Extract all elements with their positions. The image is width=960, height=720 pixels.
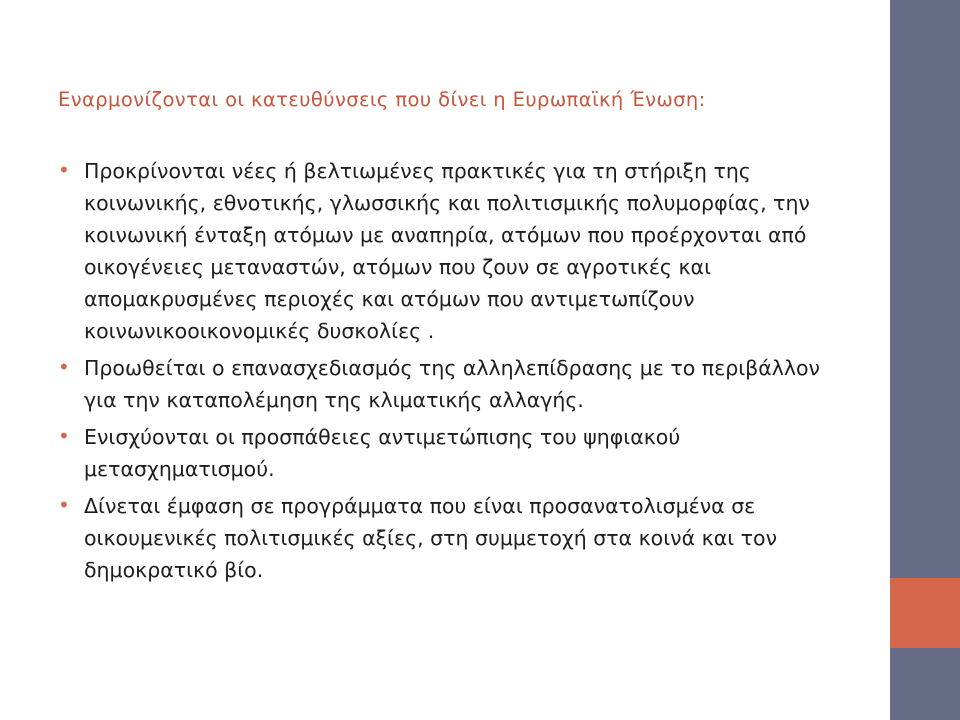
- bullet-dot-icon: •: [58, 355, 70, 379]
- bullet-dot-icon: •: [58, 158, 70, 182]
- bullet-dot-icon: •: [58, 493, 70, 517]
- bullet-item: [58, 490, 858, 586]
- side-accent-block: [890, 578, 960, 648]
- bullet-text: Ενισχύονται οι προσπάθειες αντιμετώπισης του ψηφιακού μετασχηματισμού.: [84, 425, 681, 481]
- bullet-text: Προκρίνονται νέες ή βελτιωμένες πρακτικές για τη στήριξη της κοινωνικής, εθνοτικής, γλωσσικής και πολιτισμικής πολυμορφίας, την κοινωνική ένταξη ατόμων με αναπηρία, ατόμων που προέρχονται από οικογένειες μεταναστών, ατόμων που ζουν σε αγροτικές και απομακρυσμένες περιοχές και ατόμων που αντιμετωπίζουν κοινωνικοοικονομικές δυσκολίες .: [84, 159, 810, 343]
- slide-heading: Εναρμονίζονται οι κατευθύνσεις που δίνει η Ευρωπαϊκή Ένωση:: [58, 88, 706, 111]
- bullet-item: [58, 421, 858, 485]
- bullet-text: Προωθείται ο επανασχεδιασμός της αλληλεπίδρασης με το περιβάλλον για την καταπολέμηση της κλιματικής αλλαγής.: [84, 356, 821, 412]
- bullet-list: [58, 155, 858, 586]
- bullet-item: [58, 155, 858, 347]
- bullet-dot-icon: •: [58, 424, 70, 448]
- bullet-item: [58, 352, 858, 416]
- slide-content: [58, 86, 858, 591]
- bullet-text: Δίνεται έμφαση σε προγράμματα που είναι προσανατολισμένα σε οικουμενικές πολιτισμικές αξίες, στη συμμετοχή στα κοινά και τον δημοκρατικό βίο.: [84, 494, 778, 582]
